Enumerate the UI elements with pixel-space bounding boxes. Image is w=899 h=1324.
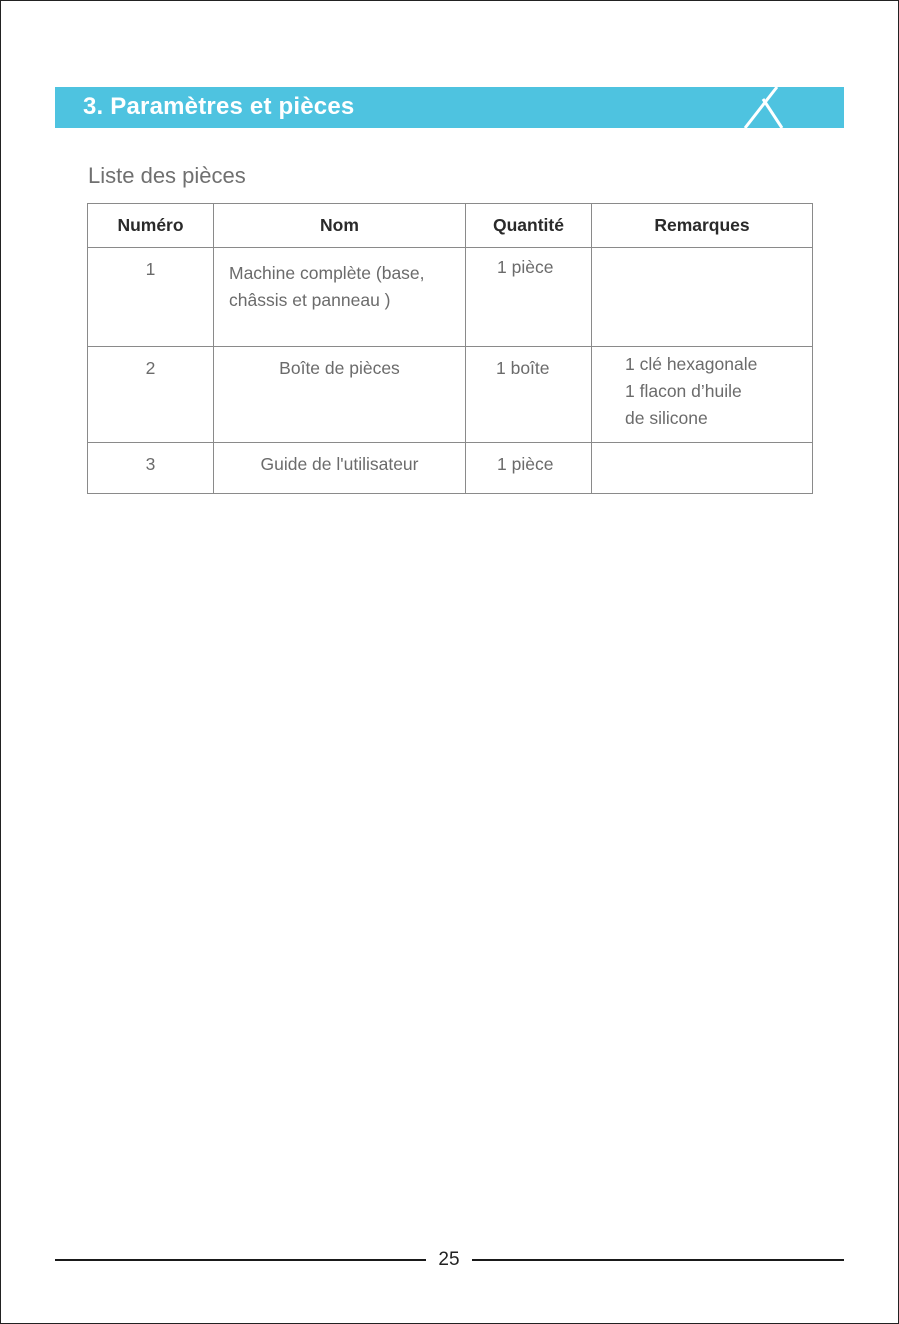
row-name bbox=[214, 443, 466, 494]
row-remarks bbox=[592, 347, 813, 443]
row-quantity: 1 boîte bbox=[466, 347, 592, 443]
column-header-remarks: Remarques bbox=[592, 204, 813, 248]
row-name-line: châssis et panneau ) bbox=[229, 290, 391, 310]
row-number: 1 bbox=[88, 248, 214, 347]
row-quantity: 1 pièce bbox=[466, 443, 592, 494]
column-header-name: Nom bbox=[214, 204, 466, 248]
row-name-line: Machine complète (base, bbox=[229, 263, 425, 283]
remark-line: 1 flacon d’huile bbox=[625, 381, 742, 401]
table-row bbox=[88, 347, 813, 443]
section-title-banner: 3. Paramètres et pièces bbox=[83, 93, 355, 120]
page-number: 25 bbox=[438, 1249, 460, 1270]
table-header-row bbox=[88, 204, 813, 248]
row-remarks bbox=[592, 248, 813, 347]
row-number: 3 bbox=[88, 443, 214, 494]
parts-list-title: Liste des pièces bbox=[88, 163, 246, 188]
section-banner bbox=[55, 87, 844, 128]
table-row bbox=[88, 443, 813, 494]
remark-line: de silicone bbox=[625, 408, 708, 428]
row-quantity: 1 pièce bbox=[466, 248, 592, 347]
slash-decoration-icon bbox=[685, 87, 795, 128]
table-row bbox=[88, 248, 813, 347]
row-name bbox=[214, 248, 466, 347]
column-header-number: Numéro bbox=[88, 204, 214, 248]
parts-table bbox=[87, 203, 813, 494]
row-number: 2 bbox=[88, 347, 214, 443]
row-name-line: Boîte de pièces bbox=[279, 358, 400, 378]
remark-line: 1 clé hexagonale bbox=[625, 354, 758, 374]
row-remarks bbox=[592, 443, 813, 494]
footer-divider-left bbox=[55, 1259, 426, 1261]
column-header-quantity: Quantité bbox=[466, 204, 592, 248]
footer-divider-right bbox=[472, 1259, 844, 1261]
row-name bbox=[214, 347, 466, 443]
row-name-line: Guide de l'utilisateur bbox=[260, 454, 419, 474]
